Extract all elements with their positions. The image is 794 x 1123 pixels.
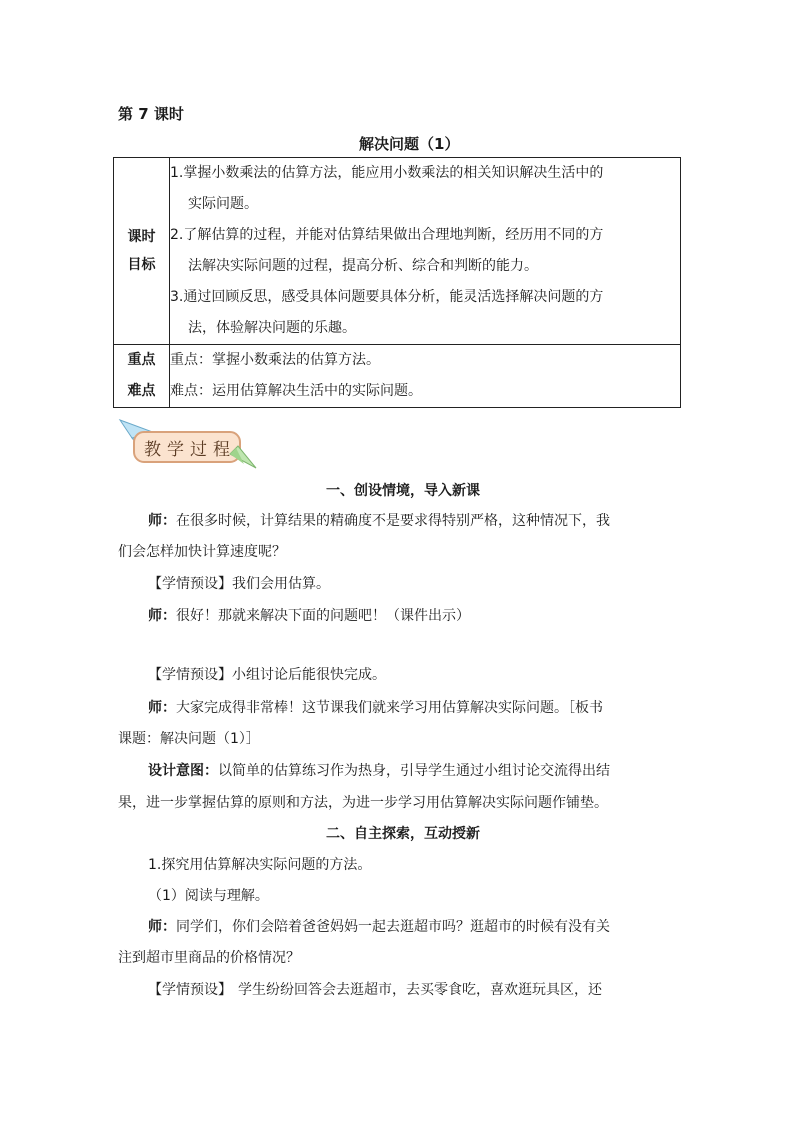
paragraph: [148, 979, 602, 999]
paragraph-line: 果，进一步掌握估算的原则和方法，为进一步学习用估算解决实际问题作铺垫。: [118, 795, 608, 811]
paragraph-line: 课题：解决问题（1）］: [118, 731, 260, 747]
list-subitem: （1）阅读与理解。: [148, 888, 269, 904]
goals-label-cell: [114, 158, 170, 345]
goal-line: 2.了解估算的过程，并能对估算结果做出合理地判断，经历用不同的方: [170, 227, 604, 243]
focus-label-cell: [114, 345, 170, 408]
paragraph-text: 在很多时候，计算结果的精确度不是要求得特别严格，这种情况下，我: [176, 513, 610, 529]
goal-line: 3.通过回顾反思，感受具体问题要具体分析，能灵活选择解决问题的方: [170, 289, 604, 305]
section2-title: 二、自主探索，互动授新: [326, 826, 480, 842]
paragraph-text: 很好！那就来解决下面的问题吧！（课件出示）: [176, 608, 470, 624]
paragraph-text: 同学们，你们会陪着爸爸妈妈一起去逛超市吗？逛超市的时候有没有关: [176, 919, 610, 935]
goal-line: 法解决实际问题的过程，提高分析、综合和判断的能力。: [188, 258, 538, 274]
focus-label-line: 重点: [127, 352, 156, 368]
focus-content-cell: [170, 345, 681, 408]
difficult-point: 难点：运用估算解决生活中的实际问题。: [170, 383, 422, 399]
goals-row: [114, 158, 681, 345]
lesson-label: 第 7 课时: [118, 105, 184, 123]
goals-label-line: 目标: [127, 257, 156, 273]
list-item: 1.探究用估算解决实际问题的方法。: [148, 857, 372, 873]
paragraph: [148, 573, 330, 593]
teaching-process-badge: [118, 418, 258, 470]
paragraph: [148, 605, 470, 625]
paragraph-text: 我们会用估算。: [232, 576, 330, 592]
speaker-label: 师：: [148, 513, 176, 529]
paragraph: [148, 664, 386, 684]
paragraph-text: 小组讨论后能很快完成。: [232, 667, 386, 683]
paragraph-line: 们会怎样加快计算速度呢？: [118, 544, 286, 560]
paragraph-text: 以简单的估算练习作为热身，引导学生通过小组讨论交流得出结: [218, 763, 610, 779]
paragraph: [148, 510, 610, 530]
tag-label: 【学情预设】: [148, 982, 232, 998]
paragraph: [148, 697, 603, 717]
design-intent-label: 设计意图：: [148, 763, 218, 779]
focus-label-line: 难点: [127, 383, 156, 399]
speaker-label: 师：: [148, 700, 176, 716]
section1-title: 一、创设情境，导入新课: [326, 483, 480, 499]
badge-text: 教学过程: [144, 440, 236, 460]
goals-table: [113, 157, 681, 408]
goals-content-cell: [170, 158, 681, 345]
goals-label-line: 课时: [127, 229, 156, 245]
speaker-label: 师：: [148, 608, 176, 624]
paragraph-text: 学生纷纷回答会去逛超市，去买零食吃，喜欢逛玩具区，还: [238, 982, 602, 998]
key-point: 重点：掌握小数乘法的估算方法。: [170, 352, 380, 368]
lesson-title: 解决问题（1）: [359, 135, 460, 153]
goal-line: 实际问题。: [188, 196, 258, 212]
paragraph: [148, 760, 610, 780]
goal-line: 1.掌握小数乘法的估算方法，能应用小数乘法的相关知识解决生活中的: [170, 165, 604, 181]
paragraph-text: 大家完成得非常棒！这节课我们就来学习用估算解决实际问题。［板书: [176, 700, 603, 716]
goal-line: 法，体验解决问题的乐趣。: [188, 320, 356, 336]
paragraph: [148, 916, 610, 936]
tag-label: 【学情预设】: [148, 667, 232, 683]
paragraph-line: 注到超市里商品的价格情况？: [118, 950, 300, 966]
tag-label: 【学情预设】: [148, 576, 232, 592]
speaker-label: 师：: [148, 919, 176, 935]
focus-row: [114, 345, 681, 408]
